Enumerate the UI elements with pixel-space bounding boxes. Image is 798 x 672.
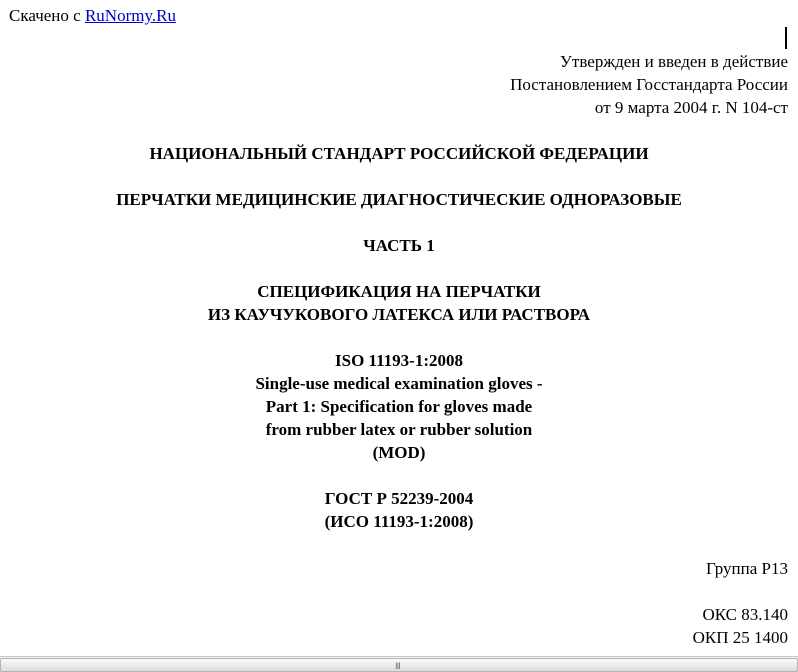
national-standard-title: НАЦИОНАЛЬНЫЙ СТАНДАРТ РОССИЙСКОЙ ФЕДЕРАЦИИ <box>149 144 649 163</box>
product-title: ПЕРЧАТКИ МЕДИЦИНСКИЕ ДИАГНОСТИЧЕСКИЕ ОДНОРАЗОВЫЕ <box>116 190 682 209</box>
iso-block <box>0 349 798 464</box>
runormy-link[interactable]: RuNormy.Ru <box>84 6 176 25</box>
okp-code: ОКП 25 1400 <box>692 628 788 647</box>
approval-line-2: Постановлением Госстандарта России <box>510 75 788 94</box>
iso-title-line-2: Part 1: Specification for gloves made <box>265 397 533 416</box>
part-title: ЧАСТЬ 1 <box>363 236 435 255</box>
text-caret <box>785 27 787 49</box>
approval-line-1: Утвержден и введен в действие <box>559 52 788 71</box>
iso-title-line-3: from rubber latex or rubber solution <box>265 420 533 439</box>
scrollbar-grip-icon: III <box>395 662 400 672</box>
source-prefix: Скачено с <box>9 6 85 25</box>
oks-code: ОКС 83.140 <box>702 605 788 624</box>
approval-line-3: от 9 марта 2004 г. N 104-ст <box>594 98 788 117</box>
iso-number: ISO 11193-1:2008 <box>335 351 463 370</box>
spec-title <box>0 280 798 326</box>
iso-mod-mark: (MOD) <box>372 443 426 462</box>
spec-title-line-1: СПЕЦИФИКАЦИЯ НА ПЕРЧАТКИ <box>257 282 541 301</box>
source-line <box>9 5 176 27</box>
scrollbar-thumb[interactable] <box>0 658 798 672</box>
spec-title-line-2: ИЗ КАУЧУКОВОГО ЛАТЕКСА ИЛИ РАСТВОРА <box>207 305 591 324</box>
group-code: Группа Р13 <box>706 559 788 578</box>
iso-title-line-1: Single-use medical examination gloves - <box>255 374 543 393</box>
gost-block <box>0 487 798 533</box>
approval-block <box>510 50 788 119</box>
gost-number: ГОСТ Р 52239-2004 <box>324 489 474 508</box>
horizontal-scrollbar[interactable] <box>0 656 798 672</box>
gost-iso-reference: (ИСО 11193-1:2008) <box>324 512 474 531</box>
